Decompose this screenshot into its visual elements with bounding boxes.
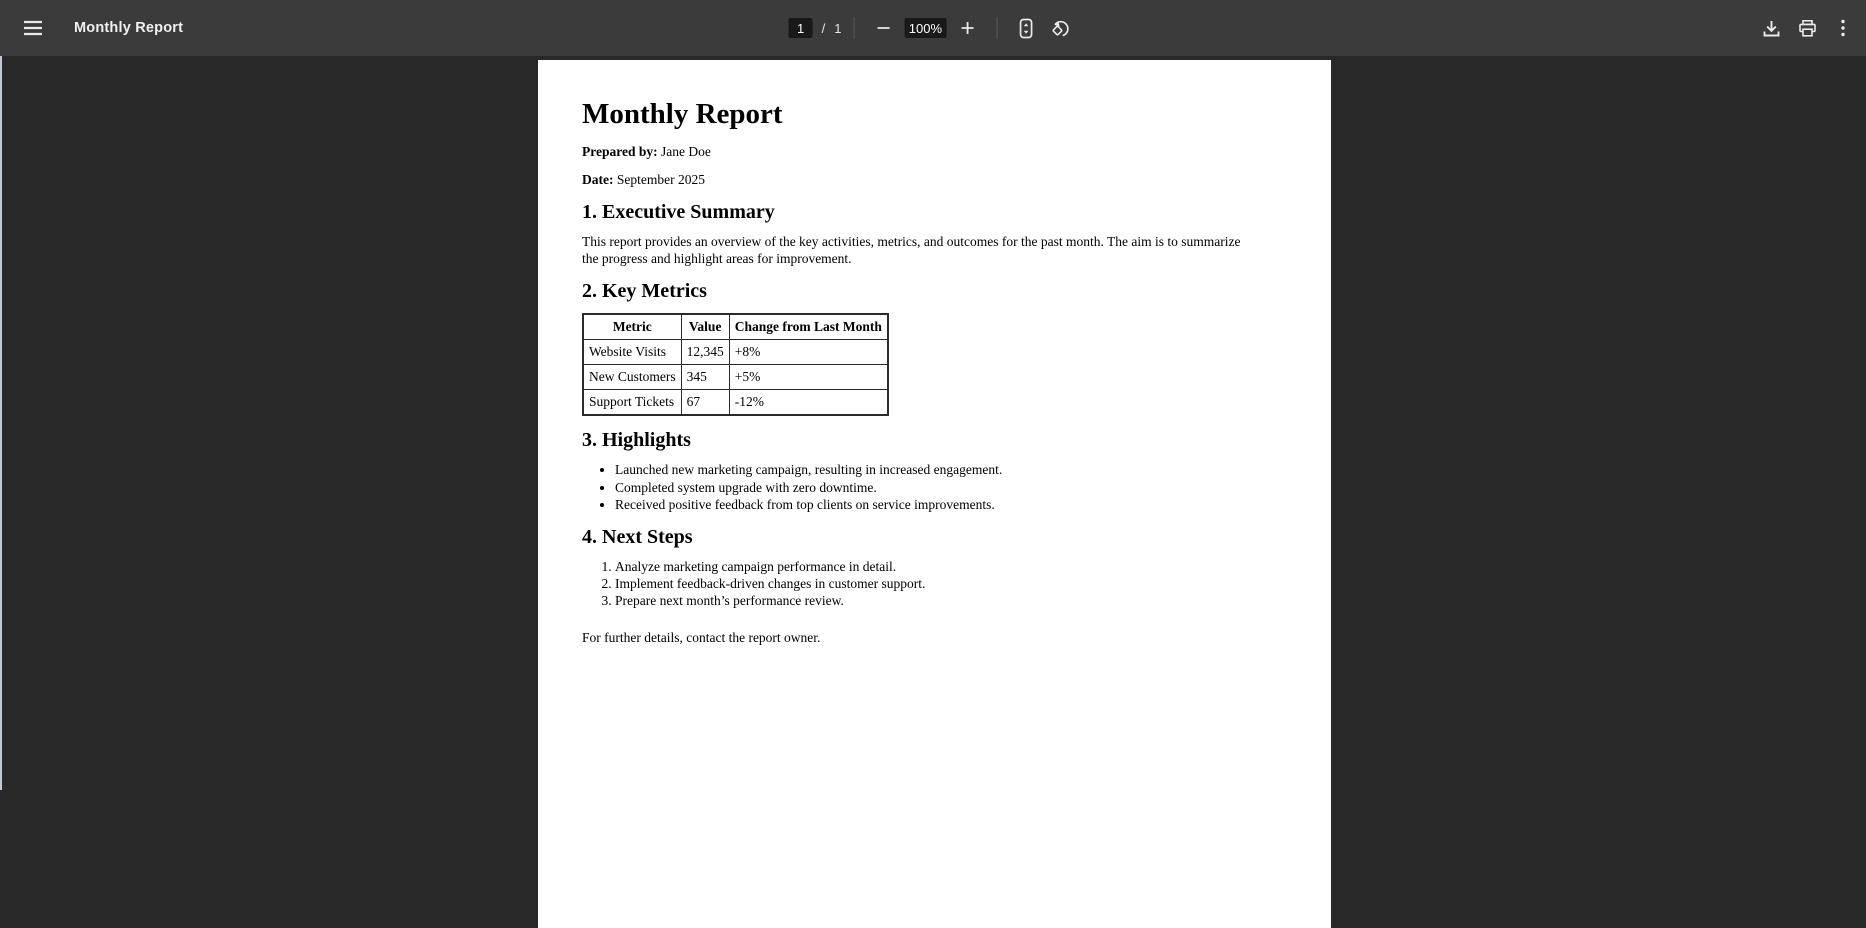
table-cell: Support Tickets (583, 390, 681, 416)
section-heading-highlights: 3. Highlights (582, 429, 691, 452)
download-button[interactable] (1754, 11, 1788, 45)
download-icon (1762, 19, 1781, 38)
section-heading-executive-summary: 1. Executive Summary (582, 201, 775, 224)
zoom-level-input[interactable] (904, 18, 946, 38)
pdf-page (538, 60, 1331, 928)
key-metrics-table (582, 313, 889, 416)
list-item: 3. Prepare next month’s performance review. (615, 593, 1242, 609)
table-cell: New Customers (583, 365, 681, 390)
fit-page-button[interactable] (1009, 11, 1043, 45)
pdf-viewer-toolbar (0, 0, 1866, 56)
window-edge-highlight (0, 6, 2, 790)
next-steps-list (582, 559, 1242, 610)
highlights-list (582, 462, 1242, 513)
prepared-by-value: Jane Doe (661, 144, 711, 160)
table-cell: 12,345 (681, 340, 729, 365)
rotate-icon (1050, 18, 1071, 39)
table-cell: -12% (729, 390, 888, 416)
date-line (582, 171, 1287, 188)
table-row (583, 340, 888, 365)
table-header-metric: Metric (583, 314, 681, 340)
footer-note: For further details, contact the report owner. (582, 629, 821, 645)
page-count (822, 21, 842, 36)
toolbar-divider (996, 17, 997, 39)
date-value: September 2025 (616, 172, 705, 188)
table-cell: 345 (681, 365, 729, 390)
prepared-by-label: Prepared by: (582, 144, 658, 160)
document-title-label: Monthly Report (74, 20, 184, 36)
pdf-canvas (0, 56, 1866, 928)
executive-summary-text: This report provides an overview of the key activities, metrics, and outcomes for the past month. The aim is to summarize the progress and highlight areas for improvement. (582, 234, 1241, 266)
table-row (583, 390, 888, 416)
prepared-by-line (582, 143, 1287, 160)
hamburger-menu-icon (23, 20, 43, 36)
table-cell: Website Visits (583, 340, 681, 365)
print-button[interactable] (1790, 11, 1824, 45)
fit-page-icon (1018, 18, 1035, 39)
more-options-button[interactable] (1826, 11, 1860, 45)
toolbar-left-group (0, 11, 183, 45)
more-options-icon (1840, 19, 1846, 37)
minus-icon (876, 21, 890, 35)
list-item: 2. Implement feedback-driven changes in customer support. (615, 576, 1242, 592)
table-cell: 67 (681, 390, 729, 416)
toolbar-divider (853, 17, 854, 39)
report-title: Monthly Report (582, 98, 783, 130)
rotate-button[interactable] (1043, 11, 1077, 45)
table-cell: +8% (729, 340, 888, 365)
toolbar-center-group (789, 0, 1078, 56)
table-cell: +5% (729, 365, 888, 390)
page-number-input[interactable] (789, 18, 813, 38)
zoom-out-button[interactable] (866, 11, 900, 45)
plus-icon (960, 21, 974, 35)
table-header-value: Value (681, 314, 729, 340)
list-item: • Launched new marketing campaign, resulting in increased engagement. (615, 462, 1242, 478)
table-header-change: Change from Last Month (729, 314, 888, 340)
list-item: • Received positive feedback from top clients on service improvements. (615, 497, 1242, 513)
menu-button[interactable] (16, 11, 50, 45)
zoom-in-button[interactable] (950, 11, 984, 45)
list-item: • Completed system upgrade with zero downtime. (615, 480, 1242, 496)
print-icon (1798, 19, 1817, 38)
page-total-label: 1 (834, 20, 842, 36)
page-separator-label: / (821, 20, 826, 36)
section-heading-key-metrics: 2. Key Metrics (582, 280, 707, 303)
toolbar-right-group (1754, 0, 1860, 56)
table-header-row (583, 314, 888, 340)
date-label: Date: (582, 172, 614, 188)
table-row (583, 365, 888, 390)
list-item: 1. Analyze marketing campaign performance in detail. (615, 559, 1242, 575)
section-heading-next-steps: 4. Next Steps (582, 525, 693, 548)
